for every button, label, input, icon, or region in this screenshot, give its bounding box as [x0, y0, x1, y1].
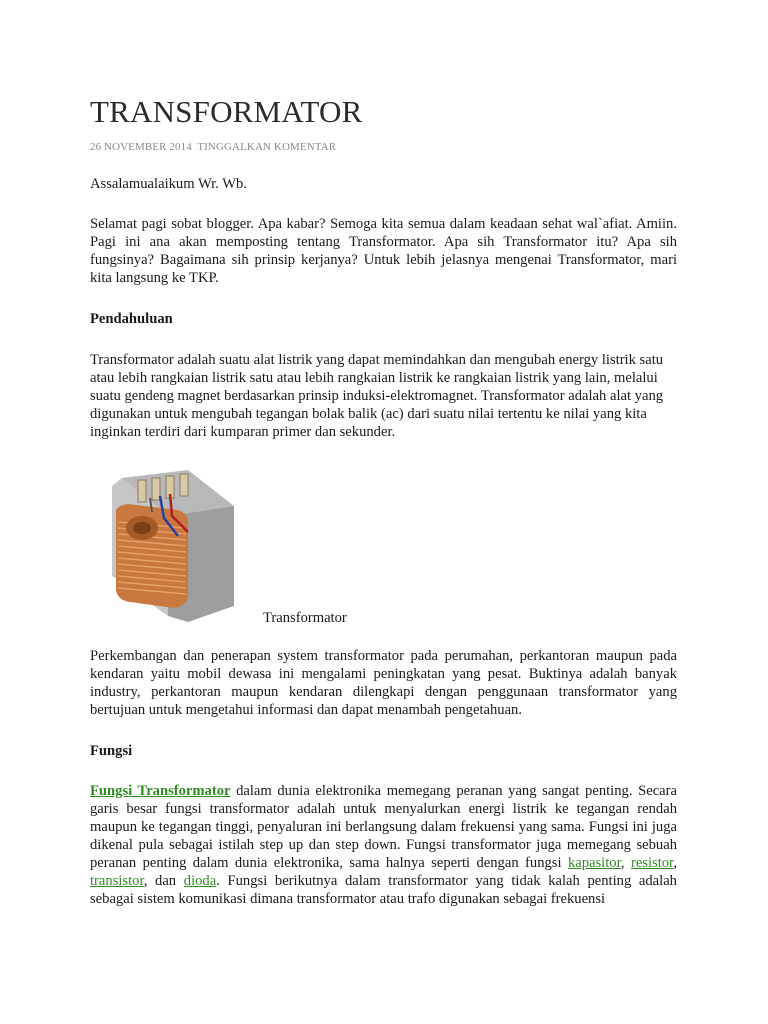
transformer-image — [108, 466, 240, 628]
heading-pendahuluan: Pendahuluan — [90, 311, 173, 327]
function-paragraph — [90, 782, 677, 908]
transistor-link[interactable]: transistor — [90, 873, 144, 889]
leave-comment-link[interactable]: TINGGALKAN KOMENTAR — [197, 141, 337, 153]
figure-caption: Transformator — [263, 610, 347, 626]
development-paragraph: Perkembangan dan penerapan system transformator pada perumahan, perkantoran maupun pada kendaran yaitu mobil dewasa ini mengalami peningkatan yang pesat. Buktinya adalah banyak industry, perkantoran maupun kendaran dilengkapi dengan penggunaan transformator yang bertujuan untuk mengetahui informasi dan dapat menambah pengetahuan. — [90, 648, 677, 718]
post-date: 26 NOVEMBER 2014 — [90, 141, 192, 153]
resistor-link[interactable]: resistor — [630, 855, 674, 871]
fungsi-transformator-link[interactable]: Fungsi Transformator — [90, 783, 231, 799]
function-text-1: dalam dunia elektronika memegang peranan yang sangat penting. Secara garis besar fungsi transformator adalah untuk menyalurkan energi listrik ke tegangan rendah maupun ke tegangan tinggi, penyaluran ini berlangsung dalam frekuensi yang sama. Fungsi ini juga dikenal pula sebagai istilah step up dan step down. Fungsi transformator juga memegang sebuah peranan penting dalam dunia elektronika, sama halnya seperti dengan fungsi — [90, 783, 677, 871]
greeting: Assalamualaikum Wr. Wb. — [90, 176, 247, 192]
dioda-link[interactable]: dioda — [183, 873, 217, 889]
article-meta — [90, 141, 336, 153]
heading-fungsi: Fungsi — [90, 743, 133, 759]
function-text-2: . Fungsi berikutnya dalam transformator yang tidak kalah penting adalah sebagai sistem komunikasi dimana transformator atau trafo digunakan sebagai frekuensi — [90, 873, 677, 907]
separator: , — [620, 855, 631, 871]
separator: , dan — [143, 873, 184, 889]
kapasitor-link[interactable]: kapasitor — [567, 855, 621, 871]
separator: , — [673, 855, 677, 871]
article-title: TRANSFORMATOR — [90, 94, 363, 129]
definition-paragraph: Transformator adalah suatu alat listrik yang dapat memindahkan dan mengubah energy listrik satu atau lebih rangkaian listrik satu atau lebih rangkaian listrik ke rangkaian listrik yang lain, melalui suatu gendeng magnet berdasarkan prinsip induksi-elektromagnet. Transformator adalah alat yang digunakan untuk mengubah tegangan bolak balik (ac) dari suatu nilai tertentu ke nilai yang kita inginkan terdiri dari kumparan primer dan sekunder. — [90, 352, 664, 440]
intro-paragraph: Selamat pagi sobat blogger. Apa kabar? Semoga kita semua dalam keadaan sehat wal`afiat. Amiin. Pagi ini ana akan memposting tentang Transformator. Apa sih Transformator itu? Apa sih fungsinya? Bagaimana sih prinsip kerjanya? Untuk lebih jelasnya mengenai Transformator, mari kita langsung ke TKP. — [90, 216, 677, 286]
